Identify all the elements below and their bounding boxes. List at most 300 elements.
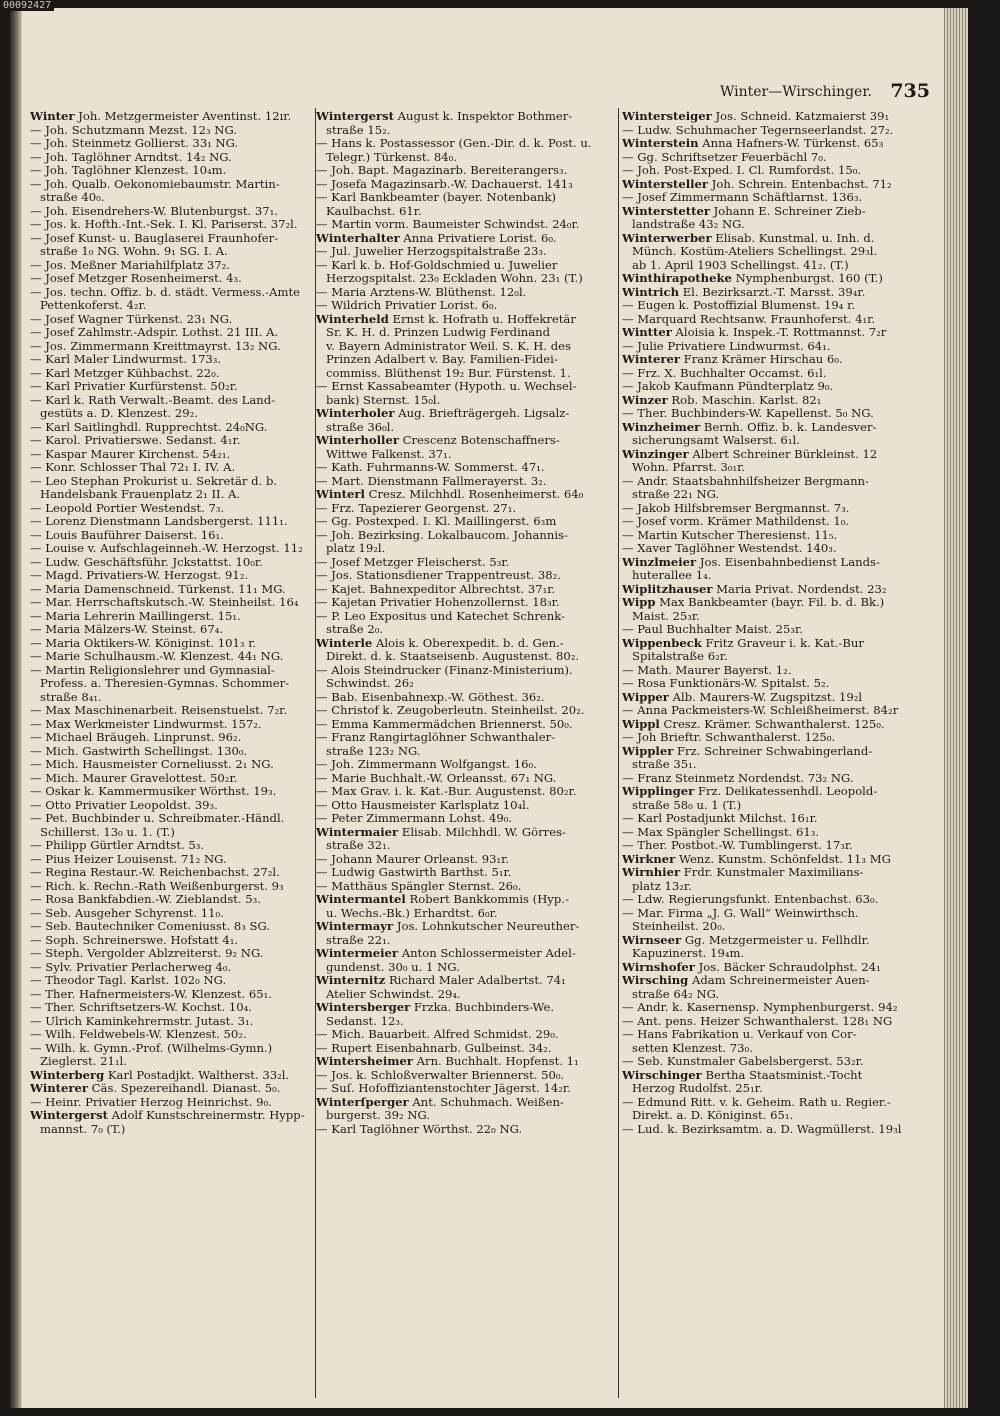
entry-line — [316, 812, 612, 826]
entry-head-line — [622, 745, 918, 759]
entry-text: Albert Schreiner Bürkleinst. 12 — [692, 447, 878, 461]
entry-line — [30, 745, 328, 759]
entry-line — [622, 731, 918, 745]
entry-text: — Matthäus Spängler Sternst. 26₀. — [316, 879, 522, 893]
entry-head-line — [622, 421, 918, 435]
entry-line — [30, 610, 328, 624]
entry-text: — Edmund Ritt. v. k. Geheim. Rath u. Regier.- — [622, 1095, 891, 1109]
entry-text: straße 36₀l. — [326, 420, 395, 434]
entry-line — [30, 880, 328, 894]
entry-text: — Kath. Fuhrmanns-W. Sommerst. 47₁. — [316, 461, 545, 474]
surname-headword: Winternitz — [316, 974, 386, 987]
entry-head-line — [316, 232, 612, 246]
entry-text: — Joh Brieftr. Schwanthalerst. 125₀. — [622, 731, 836, 744]
entry-text: platz 13₂r. — [632, 879, 692, 893]
entry-line — [30, 340, 328, 354]
page-header — [710, 80, 930, 106]
entry-line — [622, 1028, 918, 1042]
entry-line — [316, 367, 612, 381]
entry-line — [30, 367, 328, 381]
entry-text: — Otto Privatier Leopoldst. 39₃. — [30, 798, 218, 812]
entry-line — [30, 1015, 328, 1029]
entry-text: — Joh. Taglöhner Klenzest. 10₄m. — [30, 164, 227, 177]
entry-line — [30, 1096, 328, 1110]
entry-text: — Leopold Portier Westendst. 7₃. — [30, 501, 225, 515]
entry-line — [30, 178, 328, 192]
entry-text: — Marie Schulhausm.-W. Klenzest. 44₁ NG. — [30, 650, 284, 663]
entry-line — [622, 380, 918, 394]
entry-head-line — [622, 718, 918, 732]
entry-text: Aug. Briefträgergeh. Ligsalz- — [398, 407, 570, 420]
entry-text: — Jakob Kaufmann Pündterplatz 9₀. — [622, 380, 834, 393]
entry-line — [316, 461, 612, 475]
entry-text: ab 1. April 1903 Schellingst. 41₂. (T.) — [632, 258, 849, 272]
entry-text: straße 40₀. — [40, 191, 105, 204]
entry-line — [316, 772, 612, 786]
entry-text: Anton Schlossermeister Adel- — [401, 947, 576, 960]
entry-line — [622, 407, 918, 421]
entry-line — [622, 664, 918, 678]
entry-line — [622, 259, 918, 273]
entry-head-line — [622, 934, 918, 948]
entry-text: Richard Maler Adalbertst. 74₁ — [388, 974, 566, 987]
entry-line — [622, 313, 918, 327]
entry-text: — Ludw. Geschäftsführ. Jckstattst. 10₀r. — [30, 555, 263, 569]
entry-text: straße 1₀ NG. Wohn. 9₁ SG. I. A. — [40, 245, 228, 258]
entry-text: — Wildrich Privatier Lorist. 6₀. — [316, 299, 498, 312]
entry-text: — Karl Metzger Kühbachst. 22₀. — [30, 366, 220, 380]
entry-line — [622, 488, 918, 502]
entry-text: — Pet. Buchbinder u. Schreibmater.-Händl. — [30, 812, 285, 825]
surname-headword: Wintersberger — [316, 1001, 411, 1014]
entry-line — [30, 326, 328, 340]
entry-line — [30, 650, 328, 664]
entry-text: — Paul Buchhalter Maist. 25₃r. — [622, 623, 803, 636]
entry-text: Jos. Bäcker Schraudolphst. 24₁ — [698, 960, 881, 974]
entry-head-line — [30, 1069, 328, 1083]
entry-text: — Karl Postadjunkt Milchst. 16₁r. — [622, 812, 818, 825]
entry-head-line — [316, 826, 612, 840]
entry-text: — Marquard Rechtsanw. Fraunhoferst. 4₁r. — [622, 312, 876, 326]
entry-text: Sr. K. H. d. Prinzen Ludwig Ferdinand — [326, 326, 551, 339]
entry-line — [316, 596, 612, 610]
surname-headword: Wintter — [622, 326, 672, 339]
entry-text: — Jos. Stationsdiener Trappentreust. 38₂. — [316, 569, 562, 582]
entry-text: Bernh. Offiz. b. k. Landesver- — [703, 420, 877, 434]
entry-text: — Oskar k. Kammermusiker Wörthst. 19₃. — [30, 785, 277, 798]
entry-text: — Magd. Privatiers-W. Herzogst. 91₂. — [30, 569, 249, 582]
entry-text: El. Bezirksarzt.-T. Marsst. 39₄r. — [682, 285, 866, 299]
entry-text: — Mich. Gastwirth Schellingst. 130₀. — [30, 744, 248, 758]
column-rule — [618, 108, 619, 1398]
entry-text: Adolf Kunstschreinermstr. Hypp- — [111, 1109, 305, 1122]
entry-text: Anna Privatiere Lorist. 6₀. — [403, 231, 557, 245]
entry-text: — Eugen k. Postoffizial Blumenst. 19₄ r. — [622, 299, 856, 312]
entry-line — [30, 785, 328, 799]
entry-line — [622, 461, 918, 475]
entry-text: Frdr. Kunstmaler Maximilians- — [683, 866, 864, 879]
entry-line — [316, 448, 612, 462]
page-number: 735 — [890, 80, 930, 102]
entry-line — [316, 286, 612, 300]
entry-text: — Rosa Funktionärs-W. Spitalst. 5₂. — [622, 677, 830, 690]
entry-line — [30, 205, 328, 219]
entry-line — [622, 569, 918, 583]
entry-line — [622, 893, 918, 907]
entry-line — [30, 488, 328, 502]
entry-head-line — [30, 1109, 328, 1123]
entry-line — [30, 1123, 328, 1137]
entry-text: Robert Bankkommis (Hyp.- — [409, 893, 569, 906]
entry-line — [316, 151, 612, 165]
entry-text: — Karl k. Rath Verwalt.-Beamt. des Land- — [30, 393, 276, 407]
entry-line — [316, 934, 612, 948]
surname-headword: Wirnhier — [622, 866, 681, 879]
entry-text: — Joh. Steinmetz Gollierst. 33₁ NG. — [30, 137, 239, 150]
entry-text: — Maria Lehrerin Maillingerst. 15₁. — [30, 609, 241, 623]
entry-head-line — [316, 637, 612, 651]
entry-text: Jos. Schneid. Katzmaierst 39₁ — [715, 110, 890, 123]
entry-text: — Bab. Eisenbahnexp.-W. Göthest. 36₂. — [316, 690, 545, 704]
surname-headword: Winterl — [316, 488, 365, 501]
entry-text: Steinheilst. 20₀. — [632, 920, 726, 933]
entry-head-line — [316, 313, 612, 327]
entry-text: — Mich. Hausmeister Corneliusst. 2₁ NG. — [30, 758, 274, 771]
entry-text: — Rich. k. Rechn.-Rath Weißenburgerst. 9₃ — [30, 879, 284, 893]
entry-text: — Christof k. Zeugoberleutn. Steinheilst. 20₂. — [316, 704, 585, 717]
surname-headword: Winterstein — [622, 137, 699, 150]
entry-line — [30, 529, 328, 543]
entry-line — [622, 1042, 918, 1056]
entry-line — [30, 893, 328, 907]
entry-line — [30, 448, 328, 462]
entry-text: — Otto Hausmeister Karlsplatz 10₄l. — [316, 798, 530, 812]
entry-text: Jos. Eisenbahnbedienst Lands- — [699, 555, 880, 569]
surname-headword: Winterer — [622, 353, 680, 366]
surname-headword: Wintergerst — [30, 1109, 108, 1122]
surname-headword: Winzer — [622, 393, 668, 407]
entry-line — [30, 245, 328, 259]
entry-line — [30, 394, 328, 408]
entry-text: — Marie Buchhalt.-W. Orleansst. 67₁ NG. — [316, 771, 557, 785]
entry-head-line — [622, 866, 918, 880]
entry-text: — Karl k. b. Hof-Goldschmied u. Juwelier — [316, 258, 558, 272]
entry-line — [622, 529, 918, 543]
surname-headword: Wintersteller — [622, 177, 709, 191]
entry-line — [316, 421, 612, 435]
entry-text: — Martin Kutscher Theresienst. 11₅. — [622, 528, 838, 542]
entry-text: — Joh. Taglöhner Arndtst. 14₂ NG. — [30, 150, 232, 164]
entry-line — [316, 205, 612, 219]
entry-line — [30, 839, 328, 853]
entry-text: Elisab. Milchhdl. W. Görres- — [401, 825, 566, 839]
page-stack-edge — [944, 8, 968, 1408]
column-1 — [30, 110, 328, 1380]
entry-text: — Maria Oktikers-W. Königinst. 101₃ r. — [30, 636, 257, 650]
entry-head-line — [622, 448, 918, 462]
surname-headword: Winterwerber — [622, 231, 712, 245]
entry-line — [30, 137, 328, 151]
entry-text: — Theodor Tagl. Karlst. 102₀ NG. — [30, 974, 227, 987]
surname-headword: Wiplitzhauser — [622, 582, 713, 596]
entry-text: Crescenz Botenschaffners- — [402, 434, 560, 447]
entry-text: — Karl Maler Lindwurmst. 173₃. — [30, 353, 222, 366]
entry-line — [30, 1001, 328, 1015]
entry-head-line — [316, 947, 612, 961]
entry-text: Pettenkoferst. 4₂r. — [40, 299, 147, 312]
entry-line — [30, 704, 328, 718]
entry-line — [622, 124, 918, 138]
entry-line — [622, 475, 918, 489]
surname-headword: Winthirapotheke — [622, 272, 732, 285]
entry-line — [622, 502, 918, 516]
entry-text: — Jos. k. Hofth.-Int.-Sek. I. Kl. Pariserst. 37₂l. — [30, 218, 298, 231]
entry-line — [30, 1055, 328, 1069]
surname-headword: Wintermaier — [316, 825, 399, 839]
entry-line — [30, 407, 328, 421]
entry-line — [30, 1042, 328, 1056]
entry-head-line — [622, 326, 918, 340]
entry-line — [30, 853, 328, 867]
entry-line — [622, 151, 918, 165]
surname-headword: Winterberg — [30, 1068, 105, 1082]
entry-text: — Karl Bankbeamter (bayer. Notenbank) — [316, 191, 557, 204]
entry-line — [316, 259, 612, 273]
entry-text: Rob. Maschin. Karlst. 82₁ — [671, 393, 822, 407]
surname-headword: Winzlmeier — [622, 555, 697, 569]
entry-text: — Jos. techn. Offiz. b. d. städt. Vermess.-Amte — [30, 285, 300, 299]
entry-text: — Josef Kunst- u. Bauglaserei Fraunhofer- — [30, 231, 279, 245]
entry-text: — Seb. Kunstmaler Gabelsbergerst. 53₂r. — [622, 1055, 864, 1068]
entry-text: Schillerst. 13₀ u. 1. (T.) — [40, 825, 175, 839]
entry-text: u. Wechs.-Bk.) Erhardtst. 6₀r. — [326, 906, 498, 920]
surname-headword: Winterheld — [316, 312, 389, 326]
surname-headword: Winterholer — [316, 407, 395, 420]
entry-text: Franz Krämer Hirschau 6₀. — [683, 353, 843, 366]
entry-text: — Soph. Schreinerswe. Hofstatt 4₁. — [30, 933, 239, 947]
entry-head-line — [622, 286, 918, 300]
entry-text: Nymphenburgst. 160 (T.) — [735, 272, 883, 285]
entry-text: — Franz Steinmetz Nordendst. 73₂ NG. — [622, 771, 854, 785]
entry-head-line — [622, 556, 918, 570]
surname-headword: Winterle — [316, 636, 373, 650]
surname-headword: Wintermeier — [316, 947, 399, 960]
entry-line — [316, 353, 612, 367]
entry-line — [30, 947, 328, 961]
entry-line — [622, 1055, 918, 1069]
entry-line — [316, 691, 612, 705]
entry-text: straße 22₁ NG. — [632, 488, 720, 501]
entry-line — [316, 1015, 612, 1029]
entry-text: Schwindst. 26₂ — [326, 677, 414, 690]
entry-line — [622, 826, 918, 840]
entry-text: Sedanst. 12₃. — [326, 1014, 404, 1028]
entry-line — [316, 623, 612, 637]
surname-headword: Winterhalter — [316, 231, 400, 245]
entry-head-line — [316, 110, 612, 124]
entry-head-line — [316, 974, 612, 988]
entry-line — [316, 731, 612, 745]
entry-line — [30, 988, 328, 1002]
entry-line — [30, 718, 328, 732]
entry-text: — Andr. Staatsbahnhilfsheizer Bergmann- — [622, 474, 869, 488]
entry-head-line — [622, 110, 918, 124]
entry-text: Ernst k. Hofrath u. Hoffekretär — [392, 312, 576, 326]
entry-line — [30, 583, 328, 597]
entry-line — [316, 610, 612, 624]
entry-line — [30, 124, 328, 138]
entry-text: — Mar. Herrschaftskutsch.-W. Steinheilst. 16₄ — [30, 596, 299, 609]
surname-headword: Wippler — [622, 744, 674, 758]
entry-line — [30, 421, 328, 435]
entry-line — [316, 988, 612, 1002]
scan-id: 00092427 — [0, 0, 54, 11]
entry-text: straße 58₀ u. 1 (T.) — [632, 798, 742, 812]
entry-text: Frzka. Buchbinders-We. — [413, 1001, 555, 1014]
entry-line — [316, 718, 612, 732]
entry-line — [30, 866, 328, 880]
entry-text: — Steph. Vergolder Ablzreiterst. 9₂ NG. — [30, 947, 264, 960]
entry-line — [316, 1042, 612, 1056]
entry-text: Fritz Graveur i. k. Kat.-Bur — [705, 636, 864, 650]
entry-text: — Mart. Dienstmann Fallmerayerst. 3₂. — [316, 474, 547, 488]
entry-text: Wittwe Falkenst. 37₁. — [326, 447, 452, 461]
entry-head-line — [30, 110, 328, 124]
surname-headword: Wirkner — [622, 852, 676, 866]
entry-text: — Rupert Eisenbahnarb. Gulbeinst. 34₂. — [316, 1041, 552, 1055]
entry-text: v. Bayern Administrator Weil. S. K. H. des — [326, 339, 571, 353]
entry-text: — Hans k. Postassessor (Gen.-Dir. d. k. Post. u. — [316, 137, 592, 150]
entry-text: — Max Maschinenarbeit. Reisenstuelst. 7₂r. — [30, 704, 288, 717]
entry-text: Direkt. a. D. Königinst. 65₁. — [632, 1109, 794, 1122]
entry-text: — Regina Restaur.-W. Reichenbachst. 27₂l. — [30, 866, 280, 879]
entry-text: — Pius Heizer Louisenst. 71₂ NG. — [30, 852, 227, 866]
entry-line — [316, 475, 612, 489]
entry-head-line — [316, 1096, 612, 1110]
entry-head-line — [316, 920, 612, 934]
entry-text: — Anna Packmeisters-W. Schleißheimerst. 84₂r — [622, 704, 899, 717]
surname-headword: Winter — [30, 110, 75, 123]
entry-line — [30, 191, 328, 205]
surname-headword: Wintersteiger — [622, 110, 712, 123]
entry-text: — Joh. Bezirksing. Lokalbaucom. Johannis- — [316, 528, 568, 542]
entry-line — [30, 677, 328, 691]
entry-text: straße 35₁. — [632, 758, 697, 771]
surname-headword: Winterholler — [316, 434, 399, 447]
entry-text: Elisab. Kunstmal. u. Inh. d. — [715, 231, 875, 245]
entry-text: — Mar. Firma „J. G. Wall“ Weinwirthsch. — [622, 906, 859, 920]
entry-line — [316, 839, 612, 853]
entry-line — [622, 650, 918, 664]
entry-head-line — [622, 353, 918, 367]
surname-headword: Wirnseer — [622, 933, 682, 947]
entry-text: Bertha Staatsminist.-Tocht — [705, 1068, 863, 1082]
entry-text: Cäs. Spezereihandl. Dianast. 5₀. — [91, 1082, 281, 1095]
entry-line — [30, 232, 328, 246]
entry-line — [622, 988, 918, 1002]
entry-text: — Rosa Bankfabdien.-W. Zieblandst. 5₃. — [30, 893, 262, 906]
entry-line — [316, 178, 612, 192]
entry-line — [622, 947, 918, 961]
entry-line — [316, 880, 612, 894]
entry-line — [30, 1028, 328, 1042]
surname-headword: Wipplinger — [622, 785, 695, 798]
entry-text: — Gg. Postexped. I. Kl. Maillingerst. 6₃m — [316, 515, 557, 528]
entry-text: Atelier Schwindst. 29₄. — [326, 987, 461, 1001]
entry-line — [30, 637, 328, 651]
entry-text: burgerst. 39₂ NG. — [326, 1109, 430, 1122]
entry-text: — Karl Taglöhner Wörthst. 22₀ NG. — [316, 1122, 523, 1136]
entry-line — [316, 299, 612, 313]
entry-text: — Jul. Juwelier Herzogspitalstraße 23₃. — [316, 245, 547, 258]
entry-line — [30, 286, 328, 300]
entry-text: — Frz. X. Buchhalter Occamst. 6₁l. — [622, 366, 827, 380]
running-title: Winter—Wirschinger. — [720, 84, 872, 100]
entry-head-line — [622, 205, 918, 219]
surname-headword: Winterer — [30, 1082, 88, 1095]
entry-text: — Josef Zahlmstr.-Adspir. Lothst. 21 III. A. — [30, 326, 279, 339]
entry-text: — Josef Metzger Rosenheimerst. 4₃. — [30, 272, 242, 285]
surname-headword: Winterstetter — [622, 204, 710, 218]
entry-line — [316, 664, 612, 678]
entry-text: — Leo Stephan Prokurist u. Sekretär d. b. — [30, 474, 278, 488]
entry-text: — Max Grav. i. k. Kat.-Bur. Augustenst. 80₂r. — [316, 785, 577, 798]
entry-text: — Ernst Kassabeamter (Hypoth. u. Wechsel- — [316, 380, 577, 393]
entry-line — [316, 191, 612, 205]
entry-line — [30, 313, 328, 327]
entry-text: Aloisia k. Inspek.-T. Rottmannst. 7₂r — [675, 326, 887, 339]
entry-line — [316, 1069, 612, 1083]
column-3 — [622, 110, 918, 1380]
entry-text: straße 32₁. — [326, 839, 391, 852]
entry-line — [622, 623, 918, 637]
entry-line — [30, 623, 328, 637]
entry-text: huterallee 1₄. — [632, 569, 712, 582]
entry-line — [30, 434, 328, 448]
entry-text: sicherungsamt Walserst. 6₁l. — [632, 434, 800, 447]
entry-text: Joh. Metzgermeister Aventinst. 12ır. — [78, 110, 292, 123]
entry-line — [316, 677, 612, 691]
entry-line — [30, 151, 328, 165]
entry-text: — Philipp Gürtler Arndtst. 5₃. — [30, 839, 205, 852]
entry-text: Gg. Metzgermeister u. Fellhdlr. — [684, 933, 870, 947]
entry-head-line — [622, 137, 918, 151]
entry-head-line — [622, 637, 918, 651]
surname-headword: Wirschinger — [622, 1068, 702, 1082]
entry-text: Frz. Delikatessenhdl. Leopold- — [697, 785, 878, 798]
entry-text: — Xaver Taglöhner Westendst. 140₃. — [622, 542, 837, 555]
previous-page-edge — [10, 8, 22, 1408]
entry-text: — Louis Bauführer Daiserst. 16₁. — [30, 528, 224, 542]
entry-line — [30, 164, 328, 178]
entry-line — [30, 556, 328, 570]
entry-line — [622, 1015, 918, 1029]
entry-line — [316, 853, 612, 867]
entry-text: — Ldw. Regierungsfunkt. Entenbachst. 63₀. — [622, 893, 879, 906]
entry-text: — Wilh. k. Gymn.-Prof. (Wilhelms-Gymn.) — [30, 1041, 273, 1055]
entry-text: — Karl Saitlinghdl. Rupprechtst. 24₀NG. — [30, 420, 268, 434]
entry-head-line — [316, 488, 612, 502]
entry-line — [622, 340, 918, 354]
entry-text: Profess. a. Theresien-Gymnas. Schommer- — [40, 677, 290, 690]
entry-text: August k. Inspektor Bothmer- — [397, 110, 573, 123]
entry-text: — Konr. Schlosser Thal 72₁ I. IV. A. — [30, 461, 236, 474]
entry-text: Telegr.) Türkenst. 84₀. — [326, 150, 458, 164]
entry-text: — Maria Damenschneid. Türkenst. 11₁ MG. — [30, 582, 286, 596]
entry-text: Johann E. Schreiner Zieb- — [713, 204, 866, 218]
entry-text: — Karol. Privatierswe. Sedanst. 4₁r. — [30, 434, 241, 447]
entry-line — [316, 515, 612, 529]
